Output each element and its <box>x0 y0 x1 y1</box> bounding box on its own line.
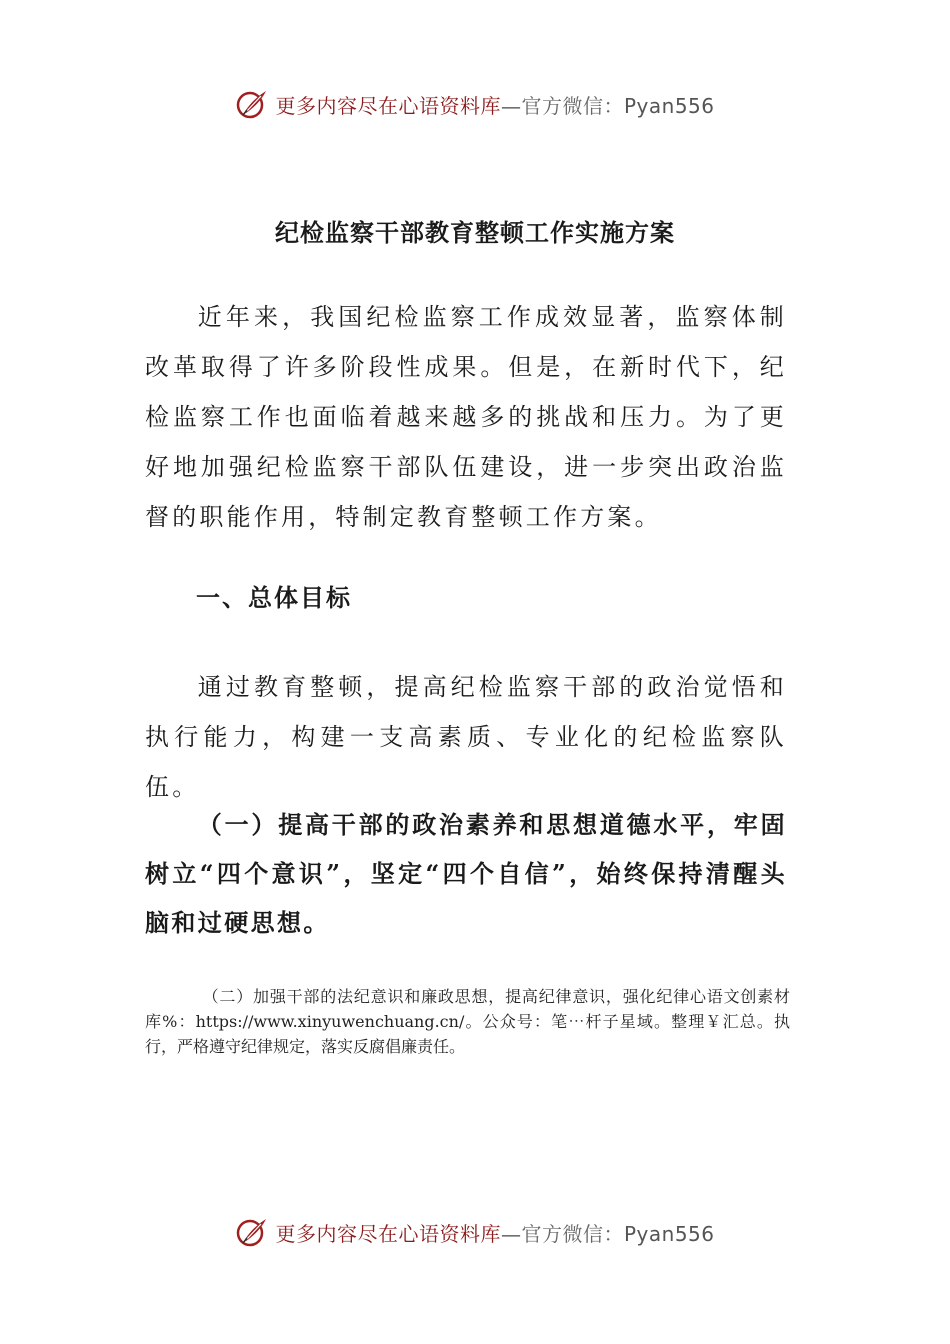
banner-wechat-label: 官方微信： <box>521 1221 624 1246</box>
quill-logo-icon <box>235 1215 269 1249</box>
goal-item-1: （一）提高干部的政治素养和思想道德水平，牢固树立“四个意识”，坚定“四个自信”，始终保持清醒头脑和过硬思想。 <box>145 810 787 937</box>
document-title: 纪检监察干部教育整顿工作实施方案 <box>275 218 675 247</box>
banner-main-text: 更多内容尽在心语资料库 <box>275 93 501 118</box>
banner-text <box>275 90 714 119</box>
section-heading-overall-goal: 一、总体目标 <box>196 583 352 612</box>
intro-paragraph: 近年来，我国纪检监察工作成效显著，监察体制改革取得了许多阶段性成果。但是，在新时代下，纪检监察工作也面临着越来越多的挑战和压力。为了更好地加强纪检监察干部队伍建设，进一步突出政治监督的职能作用，特制定教育整顿工作方案。 <box>145 303 787 531</box>
footer-banner <box>0 1212 950 1252</box>
banner-wechat-label: 官方微信： <box>521 93 624 118</box>
quill-logo-icon <box>235 87 269 121</box>
goal-paragraph: 通过教育整顿，提高纪检监察干部的政治觉悟和执行能力，构建一支高素质、专业化的纪检监察队伍。 <box>145 673 787 801</box>
banner-wechat-id: Pyan556 <box>623 1221 715 1246</box>
banner-wechat-id: Pyan556 <box>623 93 715 118</box>
banner-text <box>275 1218 714 1247</box>
banner-dash: — <box>500 93 522 118</box>
header-banner <box>0 84 950 124</box>
banner-main-text: 更多内容尽在心语资料库 <box>275 1221 501 1246</box>
banner-dash: — <box>500 1221 522 1246</box>
goal-item-2: （二）加强干部的法纪意识和廉政思想，提高纪律意识，强化纪律心语文创素材库%：https://www.xinyuwenchuang.cn/。公众号：笔⋯杆子星域。整理￥汇总。执行，严格遵守纪律规定，落实反腐倡廉责任。 <box>145 987 790 1056</box>
